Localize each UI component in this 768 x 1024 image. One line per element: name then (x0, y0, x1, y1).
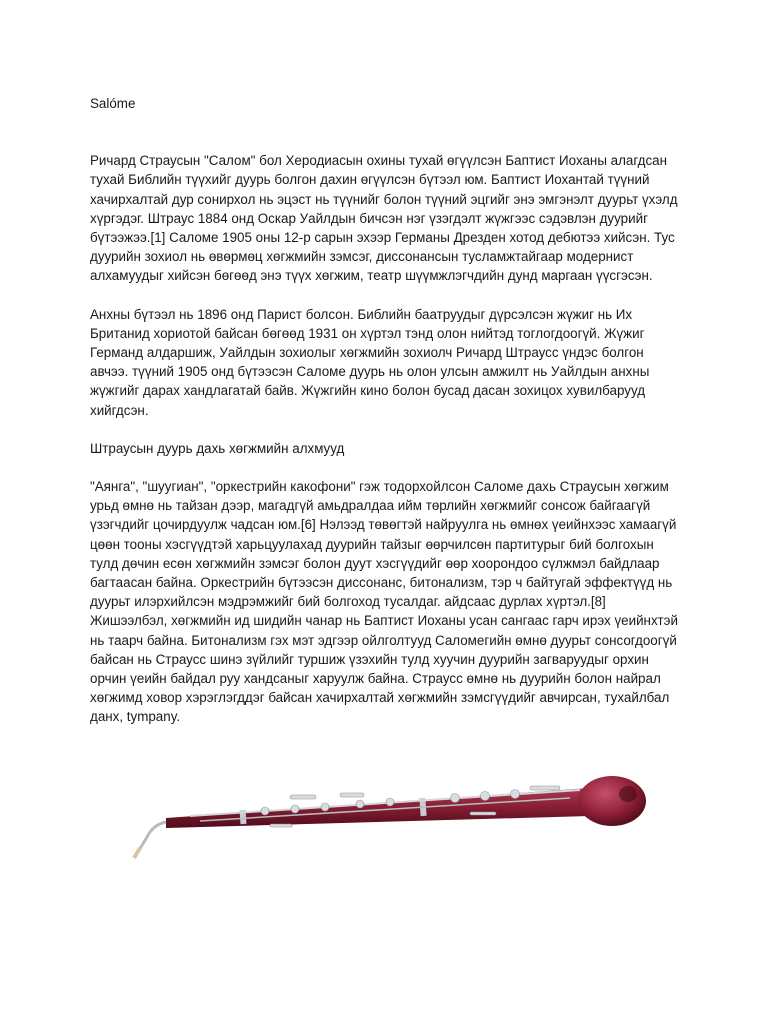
document-body (90, 94, 680, 746)
paragraph-history: Анхны бүтээл нь 1896 онд Парист болсон. Библийн баатруудыг дүрсэлсэн жүжиг нь Их Британид хориотой байсан бөгөөд 1931 он хүртэл тэнд олон нийтэд тоглогдоогүй. Жүжиг Германд алдаршиж, Уайлдын зохиолыг хөгжмийн зохиолч Ричард Штраусс үндэс болгон авчээ. түүний 1905 онд бүтээсэн Саломе дуурь нь олон улсын амжилт нь Уайлдын анхны жүжгийг дарах хандлагатай байв. Жүжгийн кино болон бусад дасан зохицох хувилбарууд хийгдсэн. (90, 306, 650, 418)
paragraph-intro: Ричард Страусын "Салом" бол Херодиасын охины тухай өгүүлсэн Баптист Иоханы алагдсан тухай Библийн түүхийг дуурь болгон дахин өгүүлсэн бүтээл юм. Баптист Иохантай түүний хачирхалтай дур сонирхол нь эцэст нь түүнийг болон түүний эцгийг энэ эмгэнэлт дуурьт үхэлд хүргэдэг. Штраус 1884 онд Оскар Уайлдын бичсэн нэг үзэгдэлт жүжгээс сэдэвлэн дуурийг бүтээжээ.[1] Саломе 1905 оны 12-р сарын эхээр Германы Дрезден хотод дебютээ хийсэн. Тус дуурийн зохиол нь өвөрмөц хөгжмийн зэмсэг, диссонансын тусламжтайгаар модернист алхамуудыг хийсэн бөгөөд энэ түүх хөгжим, театр шүүмжлэгчдийн дунд маргаан үүсгэсэн. (90, 153, 678, 284)
document-title: Salóme (90, 96, 136, 111)
section-heading: Штраусын дуурь дахь хөгжмийн алхмууд (90, 440, 345, 456)
oboe-instrument-icon (90, 758, 680, 908)
oboe-image (90, 758, 680, 908)
paragraph-music: "Аянга", "шуугиан", "оркестрийн какофони" гэж тодорхойлсон Саломе дахь Страусын хөгжим урьд өмнө нь тайзан дээр, магадгүй амьдралдаа ийм төрлийн хөгжмийг сонсож байгаагүй үзэгчдийг цочирдуулж чадсан юм.[6] Нэлээд төвөгтэй найруулга нь өмнөх үеийнхээс хамаагүй цөөн тооны хэсгүүдтэй харьцуулахад дуурийн тайзыг өөрчилсөн партитурыг бий болгохын тулд дөчин есөн хөгжмийн зэмсэг болон дуут хэсгүүдийг өөр хоорондоо сүлжмэл байдлаар багтаасан байна. Оркестрийн бүтээсэн диссонанс, битонализм, тэр ч байтугай эффектүүд нь дуурьт илэрхийлсэн мэдрэмжийг бий болгоход тусалдаг. айдсаас дурлах хүртэл.[8] Жишээлбэл, хөгжмийн ид шидийн чанар нь Баптист Иоханы усан сангаас гарч ирэх үеийнхтэй нь таарч байна. Битонализм гэх мэт эдгээр ойлголтууд Саломегийн өмнө дуурьт сонсогдоогүй байсан нь Страусс шинэ зүйлийг туршиж үзэхийн тулд хуучин дуурийн загваруудыг орхин орчин үеийн байдал руу хандсаныг харуулж байна. Страусс өмнө нь дуурийн болон найрал хөгжимд ховор хэрэглэгддэг байсан хачирхалтай хөгжмийн зэмсгүүдийг авчирсан, тухайлбал данх, tympany. (90, 479, 678, 725)
